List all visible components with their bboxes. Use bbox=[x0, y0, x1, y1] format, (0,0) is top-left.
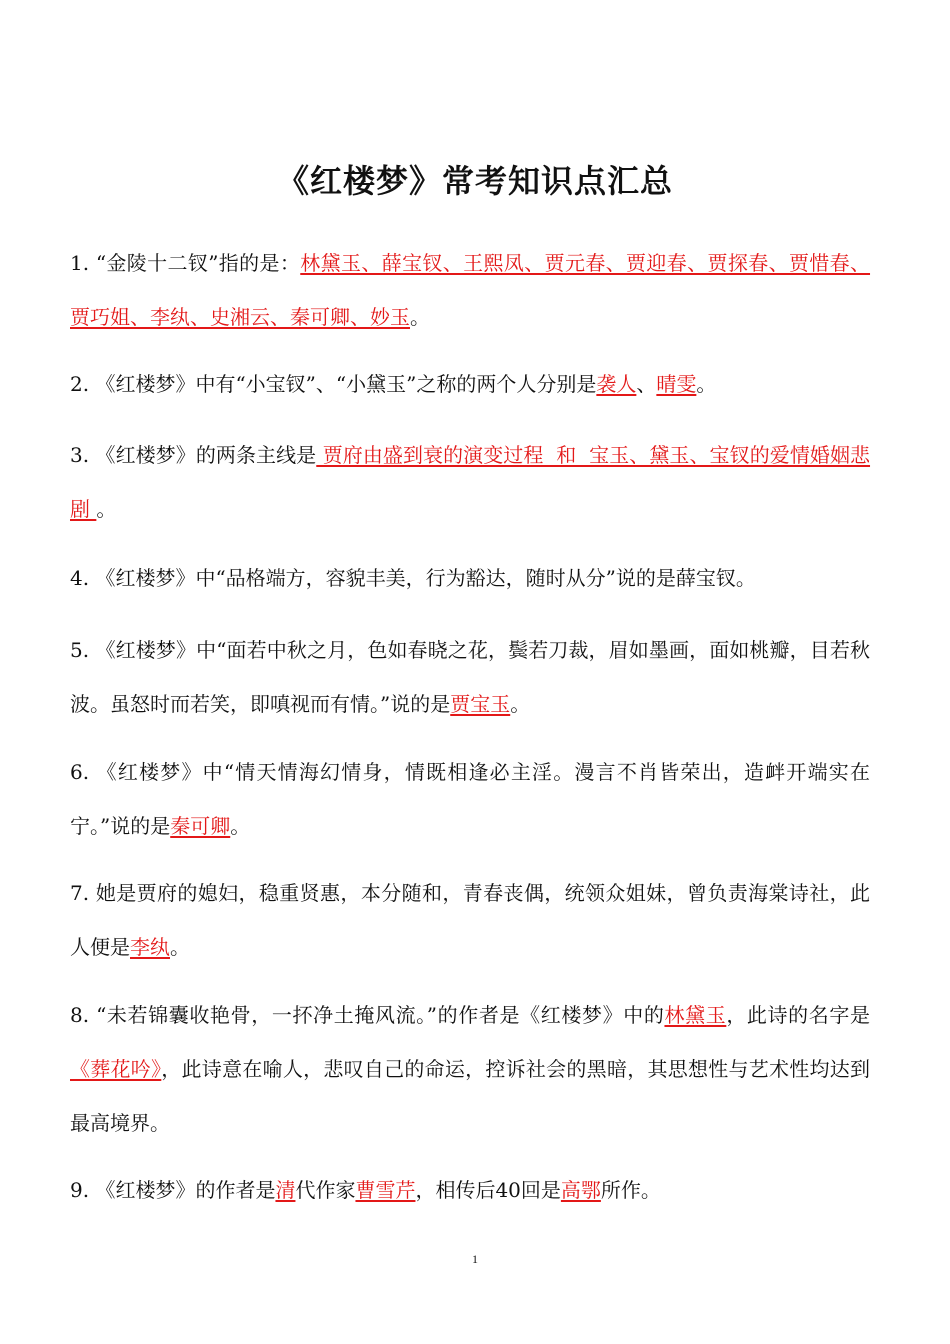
answer: 清 bbox=[275, 1178, 296, 1202]
item-number: 9. bbox=[70, 1178, 90, 1202]
item-text: 《红楼梦》的作者是 bbox=[95, 1178, 276, 1202]
answer: 林黛玉、薛宝钗、王熙凤、贾元春、贾迎春、贾探春、贾惜春、贾巧姐、李纨、史湘云、秦可卿、妙玉 bbox=[70, 251, 871, 329]
item-text: 《红楼梦》中“品格端方，容貌丰美，行为豁达，随时从分”说的是薛宝钗。 bbox=[95, 566, 756, 590]
item-number: 3. bbox=[70, 443, 90, 467]
item-text: 她是贾府的媳妇，稳重贤惠，本分随和，青春丧偶，统领众姐妹，曾负责海棠诗社，此人便是 bbox=[70, 881, 871, 959]
answer: 袭人 bbox=[596, 372, 637, 396]
item-number: 8. bbox=[70, 1003, 90, 1027]
list-item-1 bbox=[70, 236, 870, 344]
item-number: 7. bbox=[70, 881, 90, 905]
item-text: 。 bbox=[410, 305, 430, 329]
list-item-6 bbox=[70, 745, 870, 853]
list-item-8 bbox=[70, 988, 870, 1150]
list-item-2 bbox=[70, 357, 870, 411]
item-text: ，此诗意在喻人，悲叹自己的命运，控诉社会的黑暗，其思想性与艺术性均达到最高境界。 bbox=[70, 1057, 871, 1135]
item-number: 4. bbox=[70, 566, 90, 590]
item-text: 代作家 bbox=[295, 1178, 356, 1202]
item-text: 《红楼梦》中有“小宝钗”、“小黛玉”之称的两个人分别是 bbox=[95, 372, 597, 396]
answer: 贾宝玉 bbox=[450, 692, 511, 716]
item-number: 2. bbox=[70, 372, 90, 396]
answer: 秦可卿 bbox=[170, 814, 231, 838]
item-text: 《红楼梦》的两条主线是 bbox=[95, 443, 317, 467]
item-text: ，相传后40回是 bbox=[415, 1178, 561, 1202]
item-text: 。 bbox=[230, 814, 251, 838]
item-text: 。 bbox=[96, 497, 117, 521]
answer: 晴雯 bbox=[656, 372, 697, 396]
item-text: 。 bbox=[696, 372, 717, 396]
list-item-4 bbox=[70, 551, 870, 605]
item-text: “金陵十二钗”指的是： bbox=[95, 251, 301, 275]
answer: 曹雪芹 bbox=[355, 1178, 416, 1202]
item-text: 《红楼梦》中“面若中秋之月，色如春晓之花，鬓若刀裁，眉如墨画，面如桃瓣，目若秋波。虽怒时而若笑，即嗔视而有情。”说的是 bbox=[70, 638, 870, 716]
item-text: ，此诗的名字是 bbox=[726, 1003, 871, 1027]
item-text: 所作。 bbox=[600, 1178, 661, 1202]
answer: 林黛玉 bbox=[664, 1003, 727, 1027]
item-text: 、 bbox=[636, 372, 657, 396]
answer: 贾府由盛到衰的演变过程 和 宝玉、黛玉、宝钗的爱情婚姻悲剧 bbox=[70, 443, 871, 521]
page-title: 《红楼梦》常考知识点汇总 bbox=[276, 162, 673, 200]
item-number: 6. bbox=[70, 760, 90, 784]
item-text: 。 bbox=[510, 692, 531, 716]
list-item-3 bbox=[70, 428, 870, 536]
item-text: 。 bbox=[170, 935, 190, 959]
item-number: 1. bbox=[70, 251, 90, 275]
item-number: 5. bbox=[70, 638, 90, 662]
list-item-9 bbox=[70, 1163, 870, 1217]
list-item-7 bbox=[70, 866, 870, 974]
page-number: 1 bbox=[472, 1252, 478, 1266]
item-text: “未若锦囊收艳骨，一抔净土掩风流。”的作者是《红楼梦》中的 bbox=[96, 1003, 665, 1027]
answer: 《葬花吟》 bbox=[70, 1057, 162, 1081]
answer: 李纨 bbox=[130, 935, 170, 959]
item-text: 《红楼梦》中“情天情海幻情身，情既相逢必主淫。漫言不肖皆荣出，造衅开端实在宁。”说的是 bbox=[70, 760, 870, 838]
answer: 高鄂 bbox=[560, 1178, 601, 1202]
list-item-5 bbox=[70, 623, 870, 731]
